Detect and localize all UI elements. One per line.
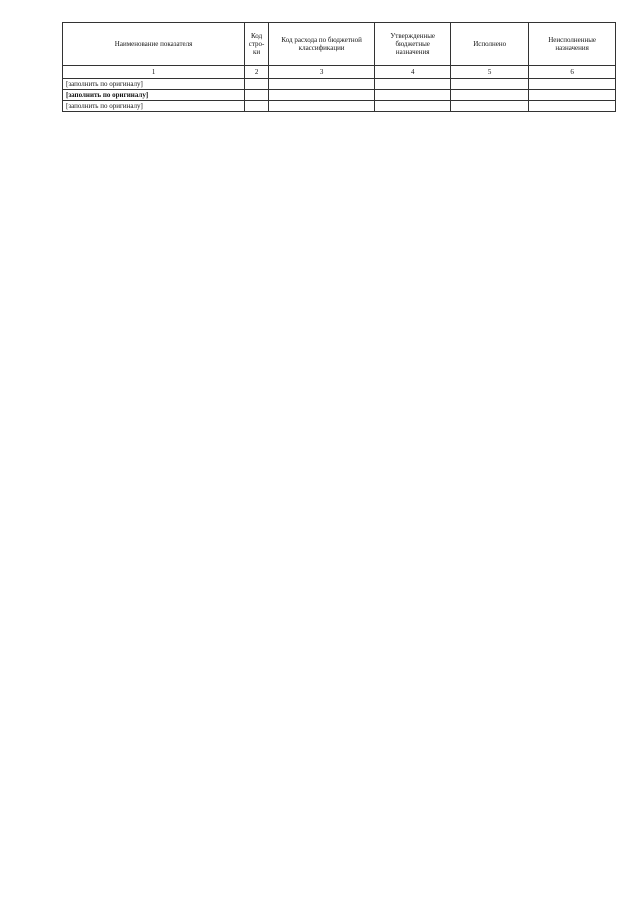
column-number: 3 (269, 66, 375, 79)
row-line-code (245, 79, 269, 90)
header-expense-code: Код расхода по бюджетной классификации (269, 23, 375, 66)
table-row (63, 90, 616, 101)
row-executed-amount (451, 90, 529, 101)
row-line-code (245, 90, 269, 101)
budget-execution-table (62, 22, 616, 112)
header-executed: Исполнено (451, 23, 529, 66)
table-header-row (63, 23, 616, 66)
row-indicator-name: [заполнить по оригиналу] (63, 90, 245, 101)
row-line-code (245, 101, 269, 112)
table-row (63, 79, 616, 90)
row-unexecuted-amount (529, 90, 616, 101)
row-expense-code (269, 79, 375, 90)
row-unexecuted-amount (529, 79, 616, 90)
row-unexecuted-amount (529, 101, 616, 112)
table-row (63, 101, 616, 112)
row-executed-amount (451, 79, 529, 90)
column-number: 5 (451, 66, 529, 79)
row-approved-amount (375, 79, 451, 90)
table-body (63, 79, 616, 112)
column-number: 2 (245, 66, 269, 79)
row-expense-code (269, 101, 375, 112)
column-number: 4 (375, 66, 451, 79)
row-indicator-name: [заполнить по оригиналу] (63, 79, 245, 90)
row-expense-code (269, 90, 375, 101)
column-number: 1 (63, 66, 245, 79)
column-number-row (63, 66, 616, 79)
header-unexecuted: Неисполненные назначения (529, 23, 616, 66)
header-indicator-name: Наименование показателя (63, 23, 245, 66)
header-line-code: Код стро-ки (245, 23, 269, 66)
header-approved: Утвержденные бюджетные назначения (375, 23, 451, 66)
row-approved-amount (375, 90, 451, 101)
column-number: 6 (529, 66, 616, 79)
row-indicator-name: [заполнить по оригиналу] (63, 101, 245, 112)
row-executed-amount (451, 101, 529, 112)
row-approved-amount (375, 101, 451, 112)
